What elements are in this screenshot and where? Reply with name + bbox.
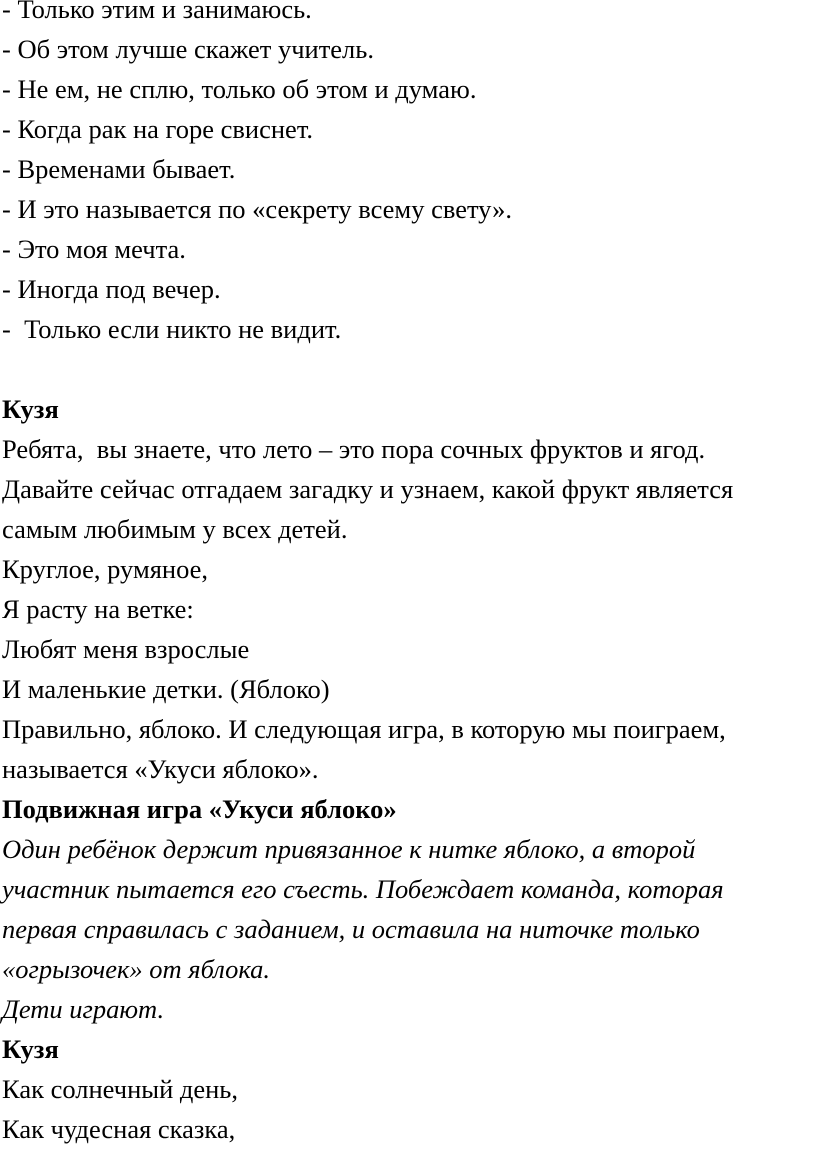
dialogue-line: - Не ем, не сплю, только об этом и думаю. xyxy=(2,74,477,104)
game-title: Подвижная игра «Укуси яблоко» xyxy=(2,794,397,824)
dialogue-line: - Только если никто не видит. xyxy=(2,314,342,344)
speaker-name: Кузя xyxy=(2,1034,59,1064)
speech-line: Давайте сейчас отгадаем загадку и узнаем, какой фрукт является xyxy=(2,474,734,504)
riddle-line: И маленькие детки. (Яблоко) xyxy=(2,674,330,704)
riddle xyxy=(2,549,814,709)
poem-line: Как солнечный день, xyxy=(2,1074,239,1104)
riddle-line: Любят меня взрослые xyxy=(2,634,250,664)
description-line: Один ребёнок держит привязанное к нитке яблоко, а второй xyxy=(2,834,696,864)
speech-line: Правильно, яблоко. И следующая игра, в которую мы поиграем, xyxy=(2,714,726,744)
dialogue-line: - Временами бывает. xyxy=(2,154,236,184)
blank-line xyxy=(2,349,814,389)
description-line: участник пытается его съесть. Побеждает команда, которая xyxy=(2,874,724,904)
dialogue-line: - Когда рак на горе свиснет. xyxy=(2,114,314,144)
dialogue-line: - Иногда под вечер. xyxy=(2,274,221,304)
speech-line: самым любимым у всех детей. xyxy=(2,514,348,544)
dialogue-line: - Только этим и занимаюсь. xyxy=(2,0,312,24)
game-description xyxy=(2,829,814,989)
description-line: «огрызочек» от яблока. xyxy=(2,954,271,984)
riddle-line: Круглое, румяное, xyxy=(2,554,209,584)
dialogue-line: - И это называется по «секрету всему свету». xyxy=(2,194,512,224)
description-line: первая справилась с заданием, и оставила на ниточке только xyxy=(2,914,700,944)
dialogue-line: - Это моя мечта. xyxy=(2,234,186,264)
poem-line: Как чудесная сказка, xyxy=(2,1114,236,1144)
poem xyxy=(2,1069,814,1149)
document-page xyxy=(2,0,814,1149)
dialogue-line: - Об этом лучше скажет учитель. xyxy=(2,34,374,64)
speech-paragraph xyxy=(2,429,814,549)
speech-line: Ребята, вы знаете, что лето – это пора сочных фруктов и ягод. xyxy=(2,434,706,464)
speech-paragraph xyxy=(2,709,814,789)
stage-direction: Дети играют. xyxy=(2,994,165,1024)
speech-line: называется «Укуси яблоко». xyxy=(2,754,319,784)
riddle-line: Я расту на ветке: xyxy=(2,594,194,624)
speaker-name: Кузя xyxy=(2,394,59,424)
dialogue-answers xyxy=(2,0,814,349)
